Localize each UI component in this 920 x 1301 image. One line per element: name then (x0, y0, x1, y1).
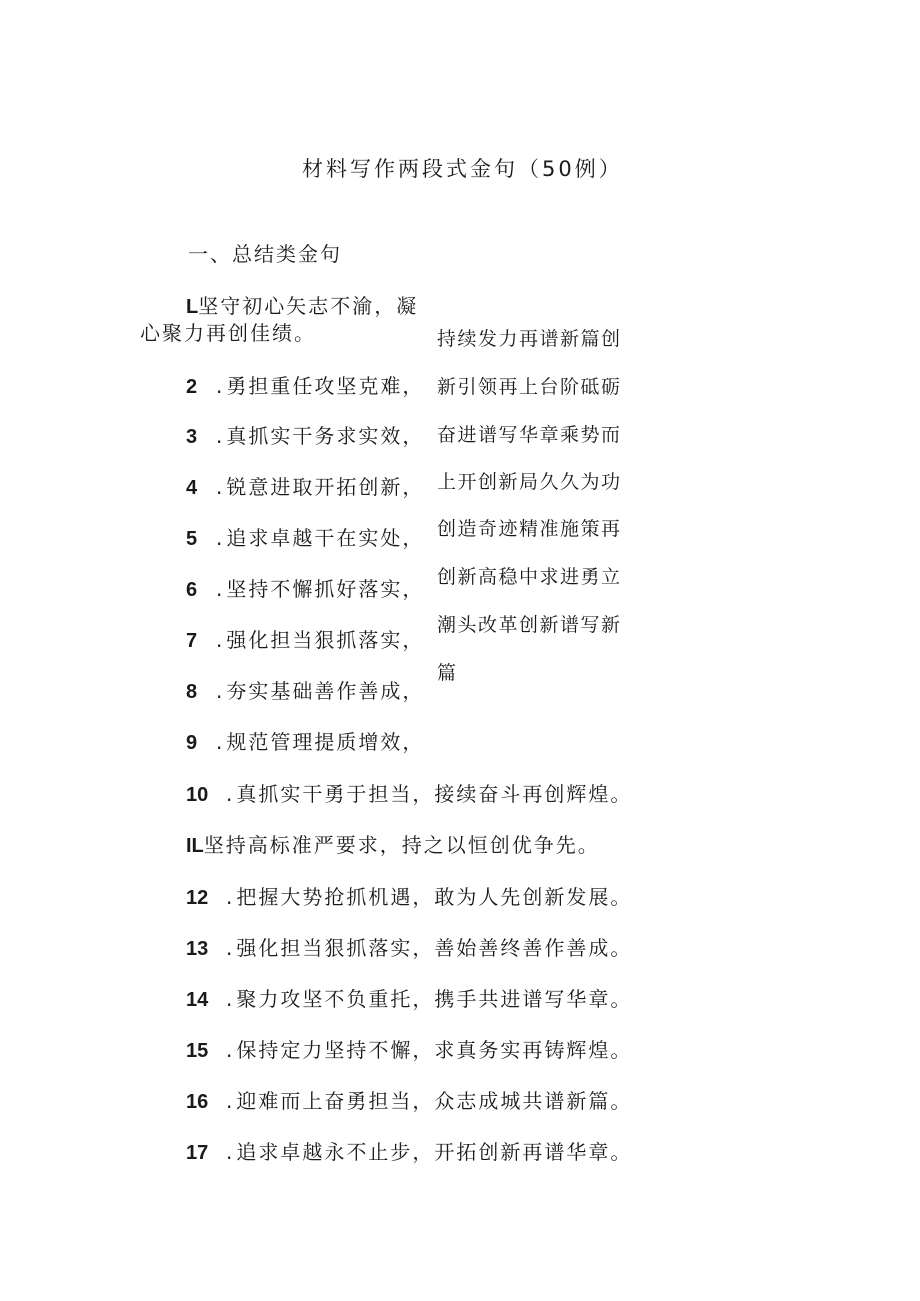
item-number: 12 (186, 887, 209, 909)
list-item: 17 . 追求卓越永不止步，开拓创新再谱华章。 (186, 1140, 633, 1164)
list-item (186, 832, 600, 859)
item-number: 9 (186, 732, 198, 754)
item-text: 强化担当狠抓落实，善始善终善作善成。 (236, 936, 633, 960)
right-column-line: 潮头改革创新谱写新 (437, 614, 622, 636)
right-column-line: 持续发力再谱新篇创 (437, 328, 622, 350)
list-item: 9 . 规范管理提质增效， (186, 730, 425, 754)
right-column-line: 新引领再上台阶砥砺 (437, 376, 622, 398)
item-number: 5 (186, 528, 198, 550)
item-number: 2 (186, 376, 198, 398)
list-item: 3 . 真抓实干务求实效， (186, 424, 425, 448)
item-text: 迎难而上奋勇担当，众志成城共谱新篇。 (236, 1089, 633, 1113)
item-text: 规范管理提质增效， (226, 730, 425, 754)
section-heading: 一、总结类金句 (188, 242, 342, 266)
page-title: 材料写作两段式金句（50例） (302, 157, 623, 181)
right-column-line: 奋进谱写华章乘势而 (437, 424, 622, 446)
item-number: 15 (186, 1040, 209, 1062)
item-number: 6 (186, 579, 198, 601)
list-item: 10 . 真抓实干勇于担当，接续奋斗再创辉煌。 (186, 782, 633, 806)
item-text: 夯实基础善作善成， (226, 679, 425, 703)
item-text: 真抓实干务求实效， (226, 424, 425, 448)
list-item: 6 . 坚持不懈抓好落实， (186, 577, 425, 601)
item-number: 14 (186, 989, 209, 1011)
item-text: 坚持不懈抓好落实， (226, 577, 425, 601)
item-number: 3 (186, 426, 198, 448)
right-column-line: 创新高稳中求进勇立 (437, 566, 622, 588)
item-number: 4 (186, 477, 198, 499)
item-number: 8 (186, 681, 198, 703)
list-item: 12 . 把握大势抢抓机遇，敢为人先创新发展。 (186, 885, 633, 909)
item-prefix: L (186, 296, 199, 318)
list-item: 4 . 锐意进取开拓创新， (186, 475, 425, 499)
right-column-line: 创造奇迹精准施策再 (437, 518, 622, 540)
item-text: 真抓实干勇于担当，接续奋斗再创辉煌。 (236, 782, 633, 806)
item-text: 追求卓越永不止步，开拓创新再谱华章。 (236, 1140, 633, 1164)
item-number: 17 (186, 1142, 209, 1164)
list-item: 14 . 聚力攻坚不负重托，携手共进谱写华章。 (186, 987, 633, 1011)
list-item: 2 . 勇担重任攻坚克难， (186, 374, 425, 398)
right-column-line: 上开创新局久久为功 (437, 471, 622, 493)
item-text: 把握大势抢抓机遇，敢为人先创新发展。 (236, 885, 633, 909)
item-number: 13 (186, 938, 209, 960)
list-item-1-line2: 心聚力再创佳绩。 (140, 321, 316, 345)
list-item: 8 . 夯实基础善作善成， (186, 679, 425, 703)
item-text: 保持定力坚持不懈，求真务实再铸辉煌。 (236, 1038, 633, 1062)
list-item: 15 . 保持定力坚持不懈，求真务实再铸辉煌。 (186, 1038, 633, 1062)
item-text: 勇担重任攻坚克难， (226, 374, 425, 398)
list-item: 5 . 追求卓越干在实处， (186, 526, 425, 550)
item-text: 锐意进取开拓创新， (226, 475, 425, 499)
item-number: 7 (186, 630, 198, 652)
item-text: 坚守初心矢志不渝，凝 (198, 294, 419, 318)
list-item-1-line1 (186, 293, 418, 320)
item-text: 坚持高标准严要求，持之以恒创优争先。 (203, 833, 600, 857)
right-column-line: 篇 (437, 662, 458, 684)
item-number: 10 (186, 784, 209, 806)
item-text: 追求卓越干在实处， (226, 526, 425, 550)
item-text: 聚力攻坚不负重托，携手共进谱写华章。 (236, 987, 633, 1011)
item-number: 16 (186, 1091, 209, 1113)
item-text: 强化担当狠抓落实， (226, 628, 425, 652)
list-item: 16 . 迎难而上奋勇担当，众志成城共谱新篇。 (186, 1089, 633, 1113)
item-prefix: IL (186, 835, 204, 857)
list-item: 13 . 强化担当狠抓落实，善始善终善作善成。 (186, 936, 633, 960)
list-item: 7 . 强化担当狠抓落实， (186, 628, 425, 652)
